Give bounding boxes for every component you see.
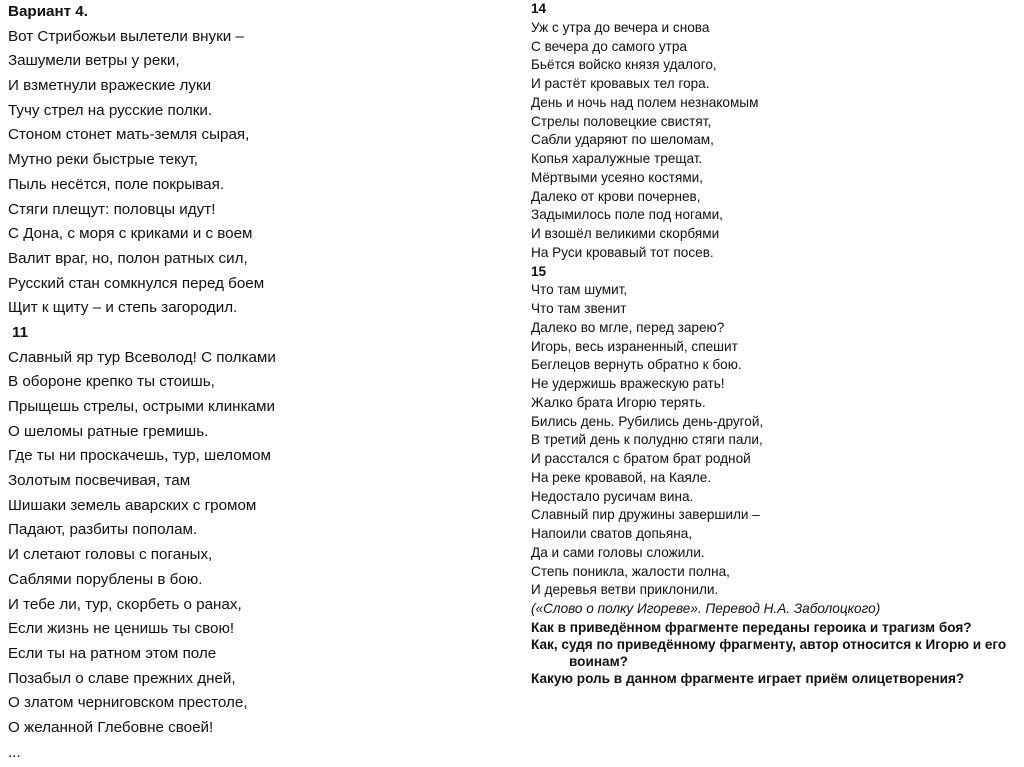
verse-line: Где ты ни проскачешь, тур, шеломом (8, 447, 271, 465)
left-column (8, 0, 508, 765)
verse-line: В обороне крепко ты стоишь, (8, 373, 215, 391)
verse-line: Зашумели ветры у реки, (8, 52, 180, 70)
verse-line: О златом черниговском престоле, (8, 694, 248, 712)
verse-line: Степь поникла, жалости полна, (531, 563, 730, 579)
stanza-14 (531, 19, 1021, 263)
verse-line: Пыль несётся, поле покрывая. (8, 175, 225, 193)
verse-line: Падают, разбиты пополам. (8, 521, 198, 539)
verse-line: Копья харалужные трещат. (531, 151, 703, 166)
verse-line: Беглецов вернуть обратно к бою. (531, 357, 742, 373)
verse-line: О шеломы ратные гремишь. (8, 422, 209, 440)
stanza-1 (8, 25, 508, 321)
section-number-14: 14 (531, 1, 547, 16)
verse-line: И тебе ли, тур, скорбеть о ранах, (8, 595, 242, 613)
verse-line: Далеко от крови почернев, (531, 188, 701, 204)
right-column (531, 0, 1021, 687)
verse-line: Стоном стонет мать-земля сырая, (8, 126, 250, 144)
question-1: Как в приведённом фрагменте переданы героика и трагизм боя? (531, 619, 972, 635)
verse-line: Вот Стрибожьи вылетели внуки – (8, 27, 244, 45)
verse-line: Не удержишь вражескую рать! (531, 376, 725, 391)
stanza-15 (531, 281, 1021, 600)
verse-line: Жалко брата Игорю терять. (531, 394, 706, 410)
verse-line: Если жизнь не ценишь ты свою! (8, 620, 235, 638)
verse-line: Мёртвыми усеяно костями, (531, 169, 704, 185)
verse-line: Недостало русичам вина. (531, 488, 694, 504)
section-number-15: 15 (531, 263, 547, 279)
source-citation: («Слово о полку Игореве». Перевод Н.А. Заболоцкого) (531, 601, 881, 616)
verse-line: Игорь, весь израненный, спешит (531, 338, 738, 354)
verse-line: В третий день к полудню стяги пали, (531, 432, 763, 448)
verse-line: И растёт кровавых тел гора. (531, 76, 710, 91)
verse-line: Прыщешь стрелы, острыми клинками (8, 398, 275, 415)
verse-line: Напоили сватов допьяна, (531, 526, 693, 541)
verse-line: Да и сами головы сложили. (531, 544, 705, 560)
verse-line: С вечера до самого утра (531, 38, 687, 54)
verse-line: Шишаки земель аварских с громом (8, 496, 257, 514)
question-2 (531, 636, 1011, 670)
verse-line: Задымилось поле под ногами, (531, 207, 723, 223)
question-2-line-2: воинам? (569, 653, 628, 669)
section-number-11: 11 (12, 323, 29, 341)
verse-line: Что там звенит (531, 301, 627, 316)
ellipsis: ... (8, 743, 21, 761)
verse-line: И слетают головы с поганых, (8, 546, 213, 564)
stanza-2 (8, 346, 508, 766)
verse-line: Уж с утра до вечера и снова (531, 19, 710, 35)
verse-line: С Дона, с моря с криками и с воем (8, 225, 253, 243)
verse-line: О желанной Глебовне своей! (8, 718, 214, 736)
verse-line: Тучу стрел на русские полки. (8, 101, 213, 119)
verse-line: Русский стан сомкнулся перед боем (8, 274, 265, 292)
variant-title: Вариант 4. (8, 3, 88, 20)
verse-line: На Руси кровавый тот посев. (531, 244, 714, 260)
verse-line: Если ты на ратном этом поле (8, 644, 217, 662)
verse-line: Валит враг, но, полон ратных сил, (8, 249, 248, 267)
verse-line: Славный пир дружины завершили – (531, 507, 760, 523)
verse-line: И расстался с братом брат родной (531, 451, 751, 466)
verse-line: Щит к щиту – и степь загородил. (8, 299, 238, 317)
verse-line: Стяги плещут: половцы идут! (8, 200, 216, 218)
verse-line: И взметнули вражеские луки (8, 77, 212, 95)
verse-line: Саблями порублены в бою. (8, 570, 203, 588)
question-3: Какую роль в данном фрагменте играет приём олицетворения? (531, 670, 965, 686)
verse-line: Бились день. Рубились день-другой, (531, 413, 764, 429)
verse-line: И взошёл великими скорбями (531, 226, 720, 241)
question-2-line-1: Как, судя по приведённому фрагменту, автор относится к Игорю и его (531, 636, 1007, 652)
verse-line: И деревья ветви приклонили. (531, 582, 719, 598)
verse-line: Стрелы половецкие свистят, (531, 113, 712, 129)
verse-line: День и ночь над полем незнакомым (531, 94, 759, 110)
verse-line: Мутно реки быстрые текут, (8, 151, 198, 169)
verse-line: Золотым посвечивая, там (8, 472, 191, 490)
verse-line: Славный яр тур Всеволод! С полками (8, 348, 276, 366)
verse-line: Далеко во мгле, перед зарею? (531, 319, 725, 335)
verse-line: Сабли ударяют по шеломам, (531, 132, 714, 148)
verse-line: На реке кровавой, на Каяле. (531, 469, 712, 485)
verse-line: Что там шумит, (531, 282, 628, 298)
verse-line: Бьётся войско князя удалого, (531, 57, 717, 73)
verse-line: Позабыл о славе прежних дней, (8, 669, 236, 687)
